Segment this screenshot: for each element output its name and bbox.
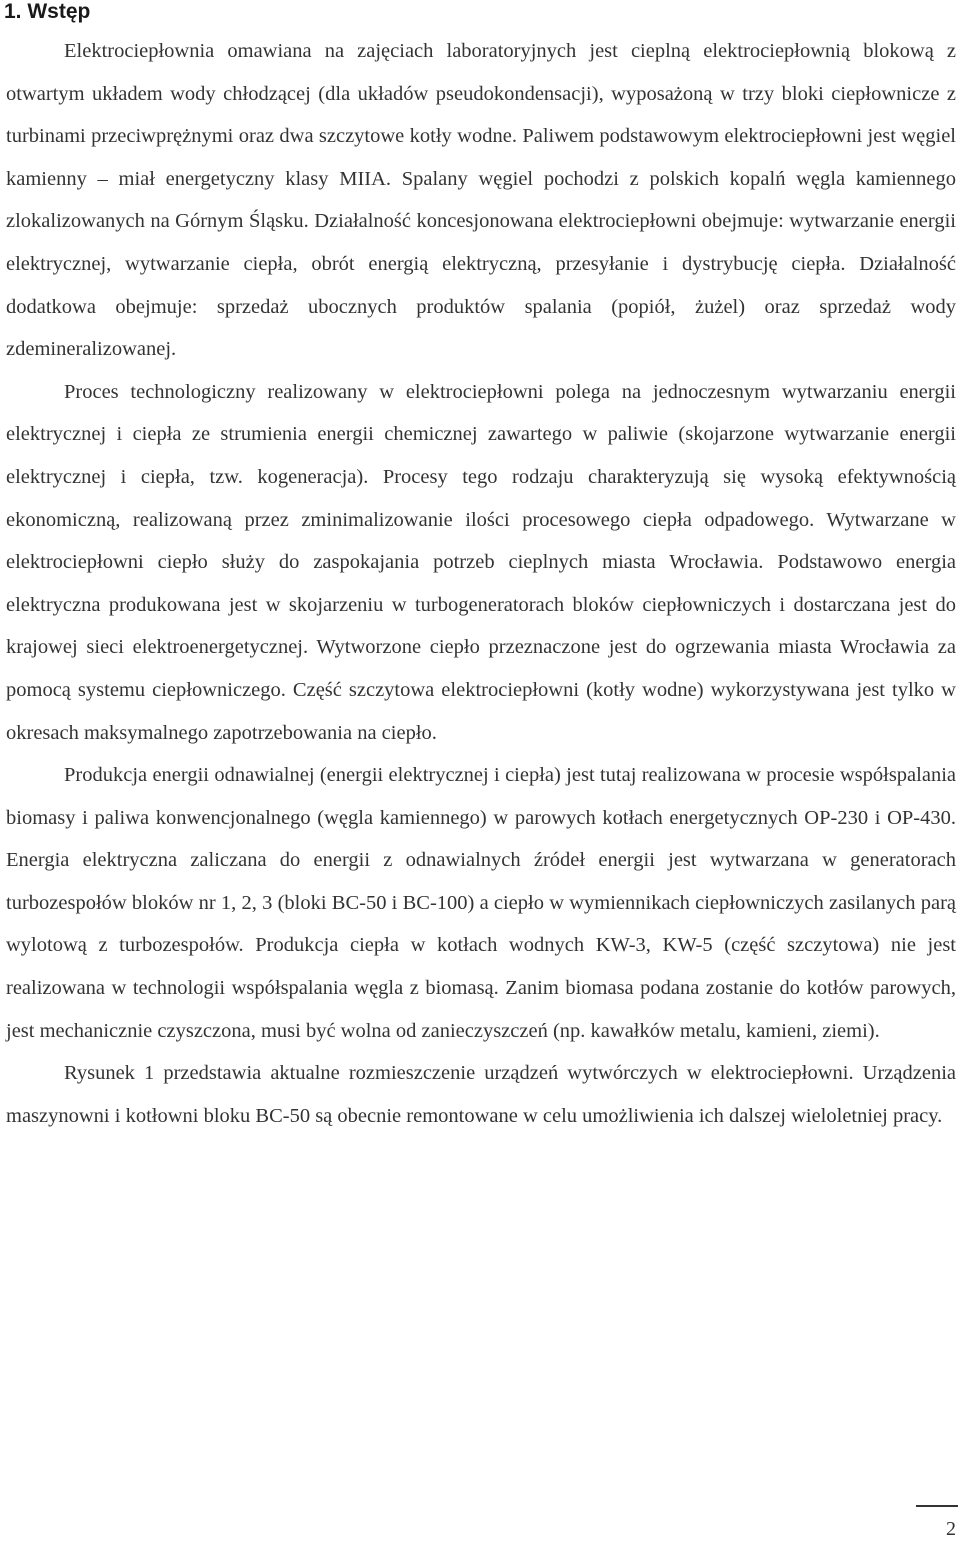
footer-rule — [916, 1505, 958, 1507]
paragraph-2: Proces technologiczny realizowany w elektrociepłowni polega na jednoczesnym wytwarzaniu energii elektrycznej i ciepła ze strumienia energii chemicznej zawartego w paliwie (skojarzone wytwarzanie energii elektrycznej i ciepła, tzw. kogeneracja). Procesy tego rodzaju charakteryzują się wysoką efektywnością ekonomiczną, realizowaną przez zminimalizowanie ilości procesowego ciepła odpadowego. Wytwarzane w elektrociepłowni ciepło służy do zaspokajania potrzeb cieplnych miasta Wrocławia. Podstawowo energia elektryczna produkowana jest w skojarzeniu w turbogeneratorach bloków ciepłowniczych i dostarczana jest do krajowej sieci elektroenergetycznej. Wytworzone ciepło przeznaczone jest do ogrzewania miasta Wrocławia za pomocą systemu ciepłowniczego. Część szczytowa elektrociepłowni (kotły wodne) wykorzystywana jest tylko w okresach maksymalnego zapotrzebowania na ciepło. — [6, 380, 956, 744]
section-heading: 1. Wstęp — [4, 0, 91, 23]
page-number: 2 — [946, 1518, 956, 1540]
paragraph-4: Rysunek 1 przedstawia aktualne rozmieszczenie urządzeń wytwórczych w elektrociepłowni. Urządzenia maszynowni i kotłowni bloku BC-50 są obecnie remontowane w celu umożliwienia ich dalszej wieloletniej pracy. — [6, 1062, 956, 1127]
paragraph-1: Elektrociepłownia omawiana na zajęciach laboratoryjnych jest cieplną elektrociepłownią blokową z otwartym układem wody chłodzącej (dla układów pseudokondensacji), wyposażoną w trzy bloki ciepłownicze z turbinami przeciwprężnymi oraz dwa szczytowe kotły wodne. Paliwem podstawowym elektrociepłowni jest węgiel kamienny – miał energetyczny klasy MIIA. Spalany węgiel pochodzi z polskich kopalń węgla kamiennego zlokalizowanych na Górnym Śląsku. Działalność koncesjonowana elektrociepłowni obejmuje: wytwarzanie energii elektrycznej, wytwarzanie ciepła, obrót energią elektryczną, przesyłanie i dystrybucję ciepła. Działalność dodatkowa obejmuje: sprzedaż ubocznych produktów spalania (popiół, żużel) oraz sprzedaż wody zdemineralizowanej. — [6, 40, 956, 361]
body-text — [6, 30, 956, 1137]
paragraph-3: Produkcja energii odnawialnej (energii elektrycznej i ciepła) jest tutaj realizowana w procesie współspalania biomasy i paliwa konwencjonalnego (węgla kamiennego) w parowych kotłach energetycznych OP-230 i OP-430. Energia elektryczna zaliczana do energii z odnawialnych źródeł energii jest wytwarzana w generatorach turbozespołów bloków nr 1, 2, 3 (bloki BC-50 i BC-100) a ciepło w wymiennikach ciepłowniczych zasilanych parą wylotową z turbozespołów. Produkcja ciepła w kotłach wodnych KW-3, KW-5 (część szczytowa) nie jest realizowana w technologii współspalania węgla z biomasą. Zanim biomasa podana zostanie do kotłów parowych, jest mechanicznie czyszczona, musi być wolna od zanieczyszczeń (np. kawałków metalu, kamieni, ziemi). — [6, 764, 956, 1042]
